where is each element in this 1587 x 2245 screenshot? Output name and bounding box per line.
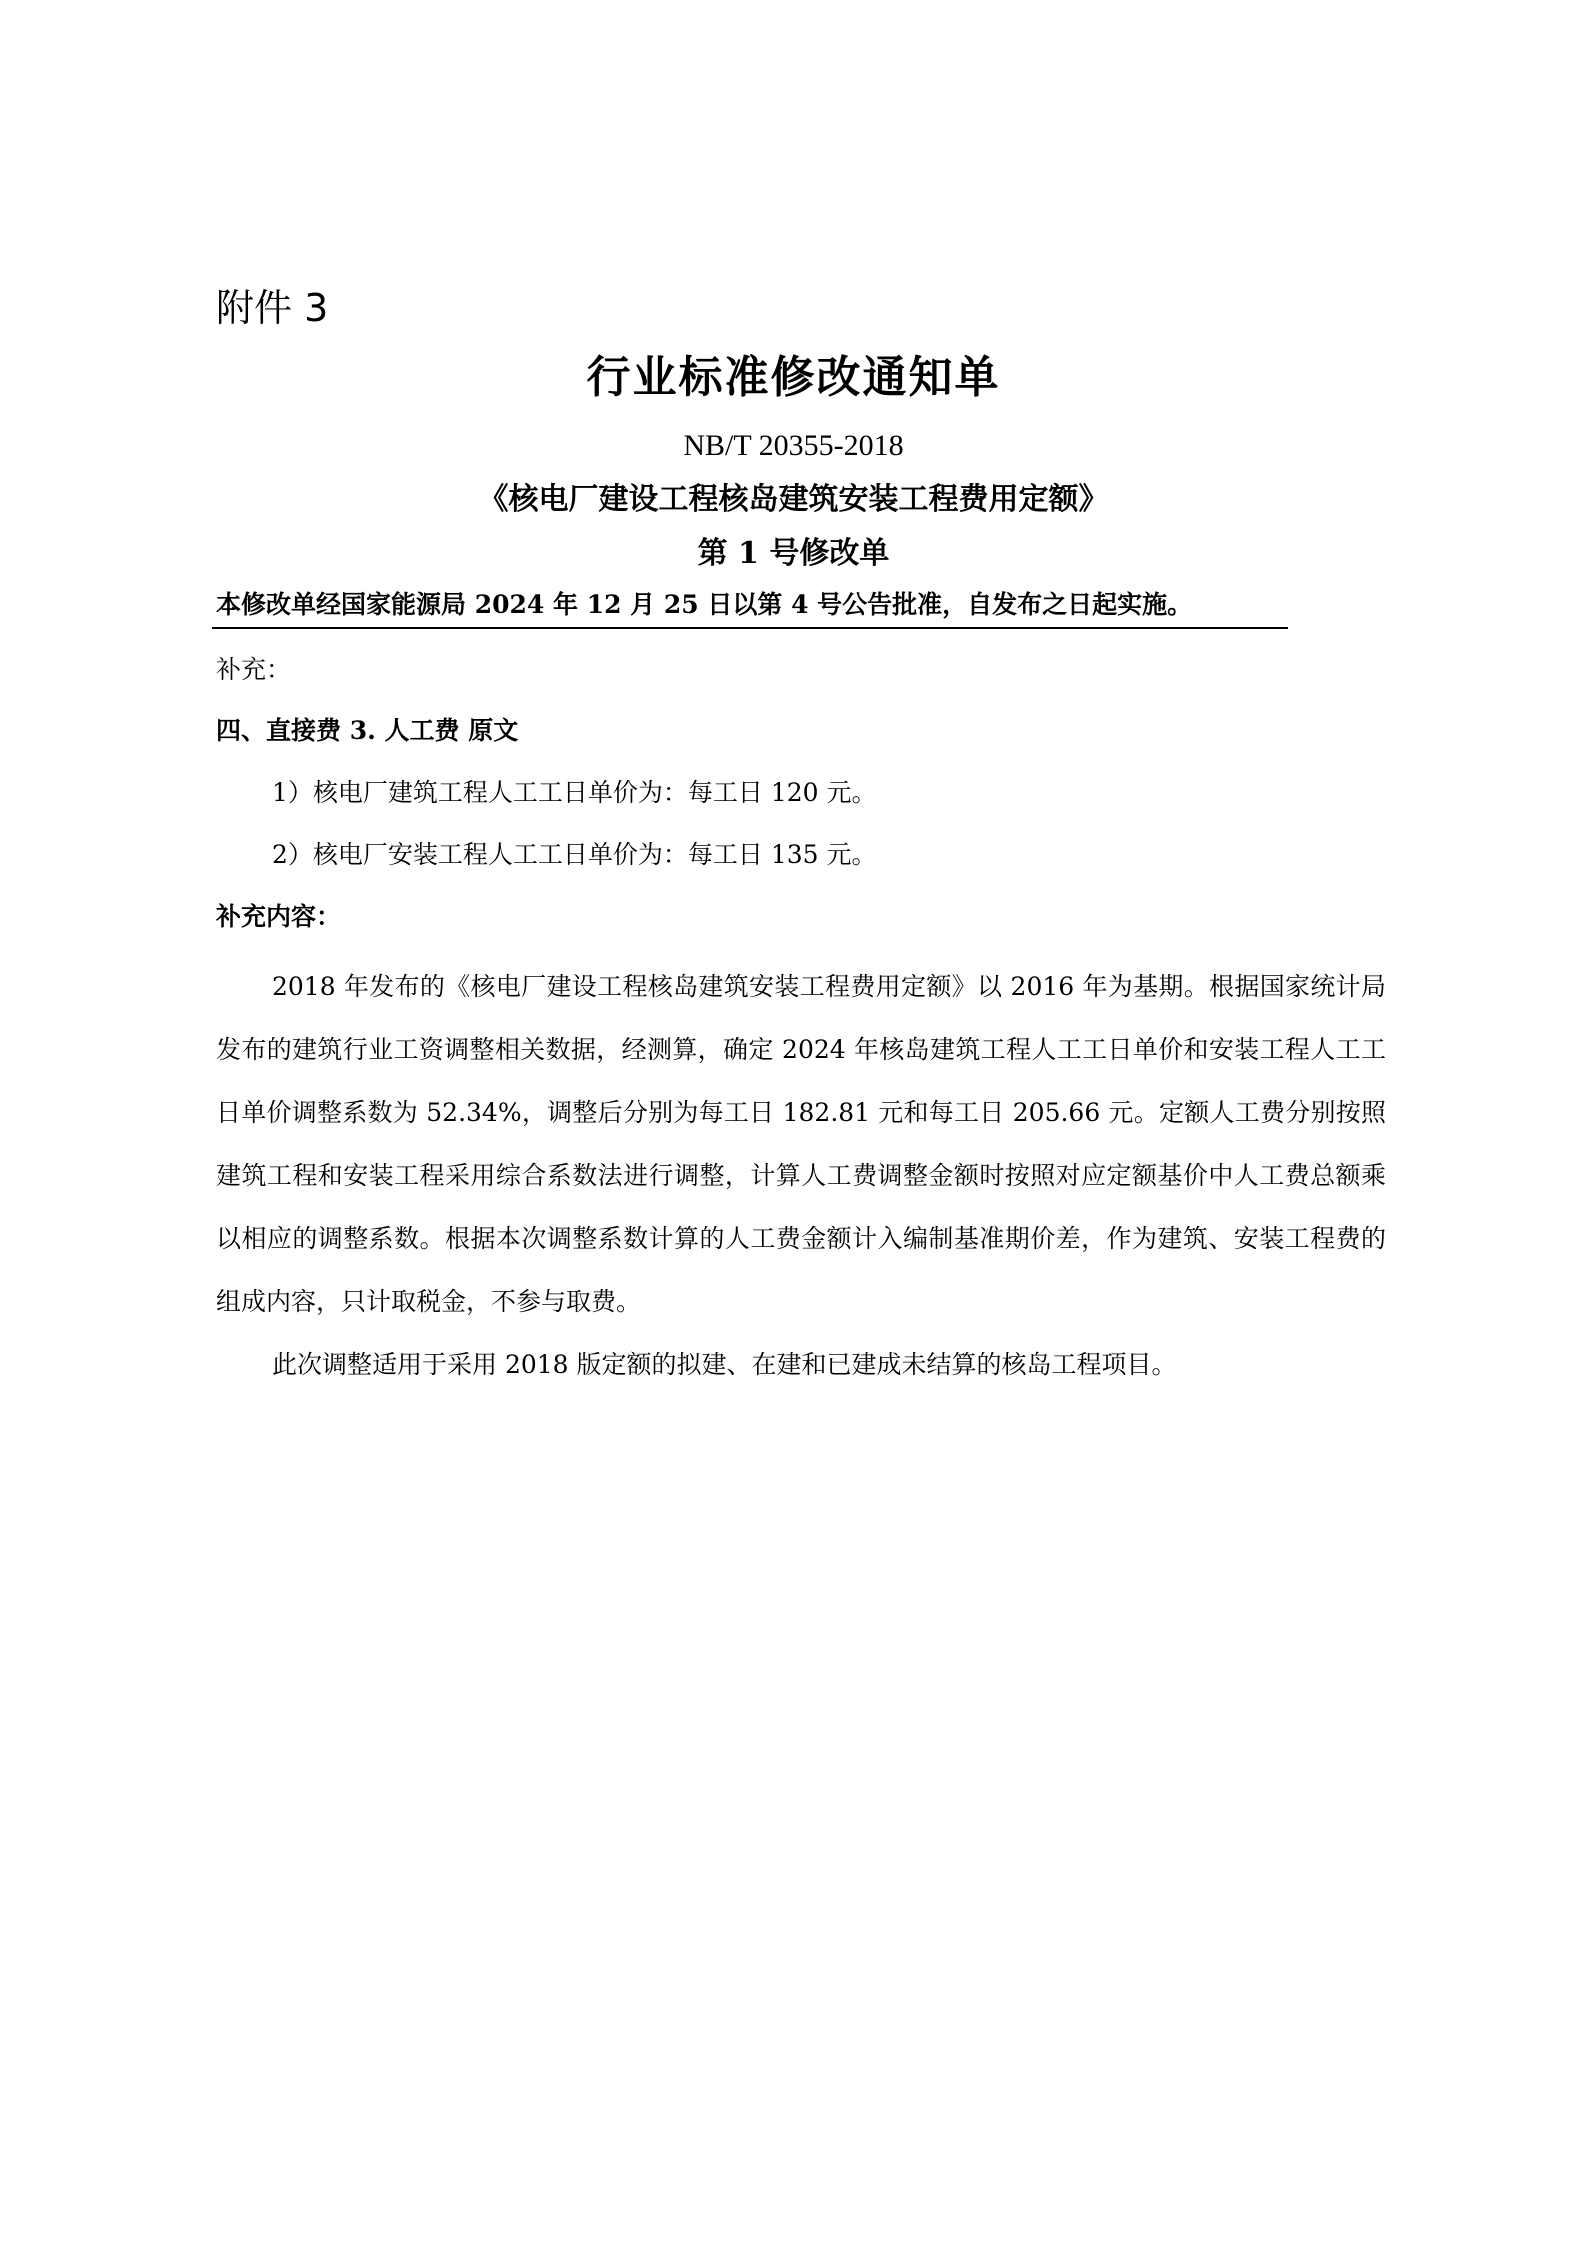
original-item-2: 2）核电厂安装工程人工工日单价为：每工日 135 元。 xyxy=(272,840,877,869)
body-paragraph-1: 2018 年发布的《核电厂建设工程核岛建筑安装工程费用定额》以 2016 年为基期。根据国家统计局发布的建筑行业工资调整相关数据，经测算，确定 2024 年核岛建筑工程人工工日单价和安装工程人工工日单价调整系数为 52.34%，调整后分别为每工日 182.81 元和每工日 205.66 元。定额人工费分别按照建筑工程和安装工程采用综合系数法进行调整，计算人工费调整金额时按照对应定额基价中人工费总额乘以相应的调整系数。根据本次调整系数计算的人工费金额计入编制基准期价差，作为建筑、安装工程费的组成内容，只计取税金，不参与取费。 xyxy=(216,972,1386,1316)
supplement-content-label: 补充内容： xyxy=(216,902,342,931)
amendment-number: 第 1 号修改单 xyxy=(697,536,890,571)
supplement-label: 补充： xyxy=(216,655,292,684)
original-item-1: 1）核电厂建筑工程人工工日单价为：每工日 120 元。 xyxy=(272,778,877,807)
attachment-label: 附件 3 xyxy=(216,286,329,330)
section-heading: 四、直接费 3. 人工费 原文 xyxy=(216,716,519,745)
divider-line xyxy=(212,627,1288,629)
approval-statement: 本修改单经国家能源局 2024 年 12 月 25 日以第 4 号公告批准，自发布之日起实施。 xyxy=(216,590,1193,619)
body-paragraph-2: 此次调整适用于采用 2018 版定额的拟建、在建和已建成未结算的核岛工程项目。 xyxy=(272,1350,1177,1379)
standard-name: 《核电厂建设工程核岛建筑安装工程费用定额》 xyxy=(478,482,1109,517)
notice-title: 行业标准修改通知单 xyxy=(586,352,1001,403)
standard-number: NB/T 20355-2018 xyxy=(683,429,904,462)
supplement-body xyxy=(216,955,1386,1396)
